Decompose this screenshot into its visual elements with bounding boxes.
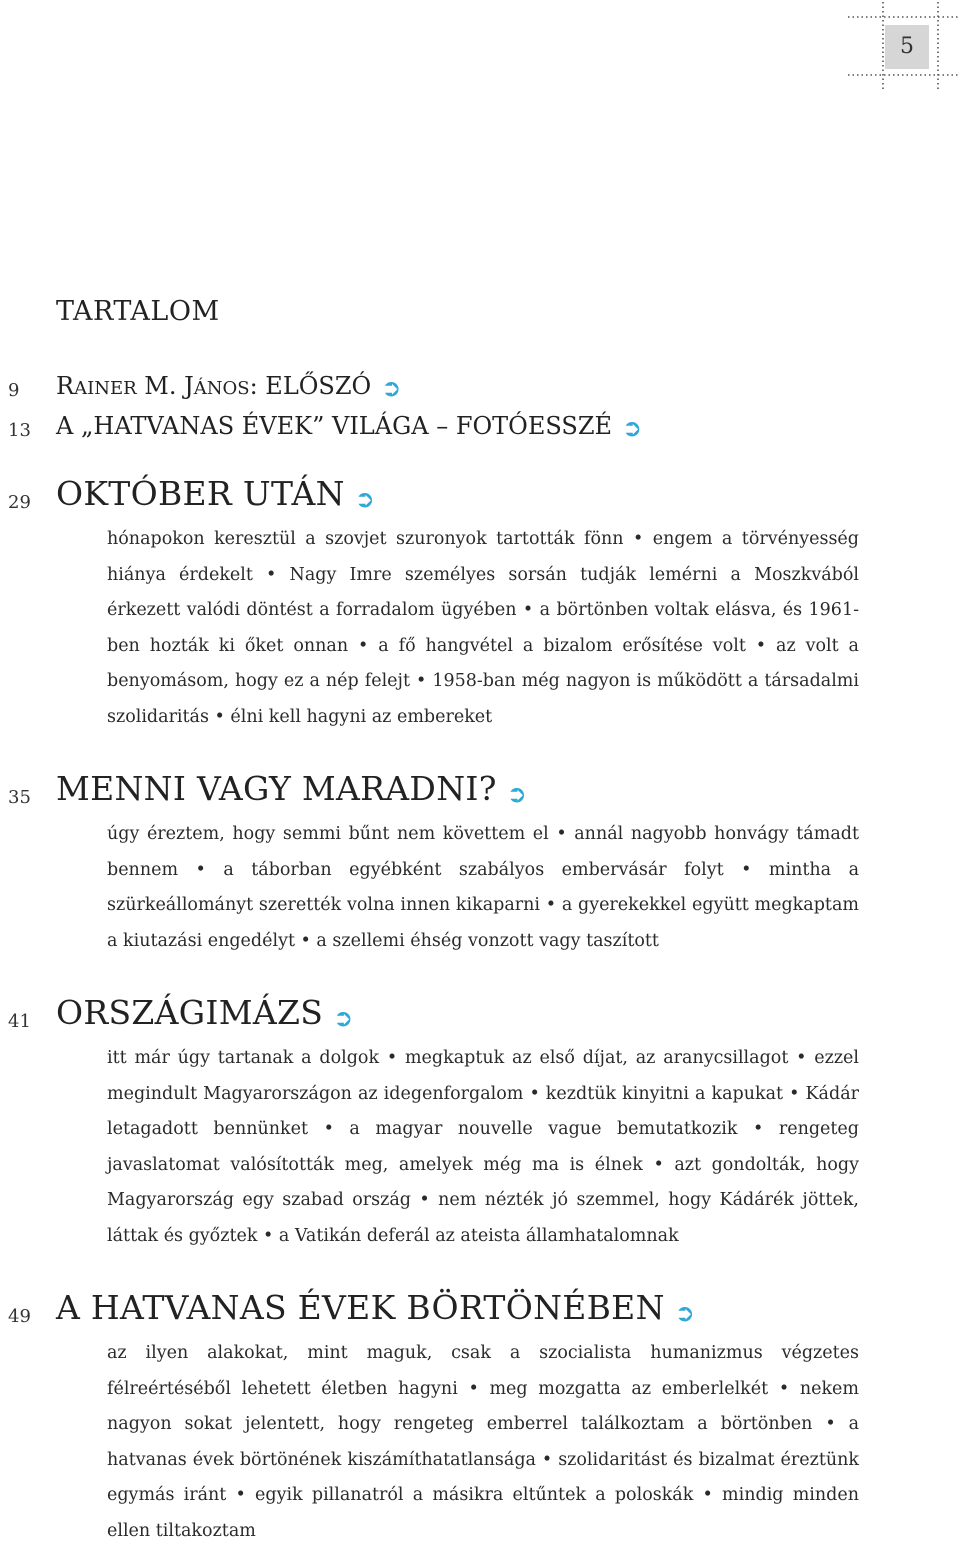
arrow-right-circle-icon[interactable]: ➲ — [674, 1299, 696, 1327]
toc-entry-hatvanas-evek-bortoneben[interactable] — [0, 1288, 960, 1561]
entry-page-number: 13 — [8, 420, 31, 441]
arrow-right-circle-icon[interactable]: ➲ — [333, 1004, 354, 1032]
toc-title: TARTALOM — [56, 296, 220, 327]
entry-summary: hónapokon keresztül a szovjet szuronyok tartották fönn • engem a törvényesség hiánya érdekelt • Nagy Imre személyes sorsán tudják lemérni a Moszkvából érkezett valódi döntést a forradalom ügyében • a börtönben voltak elásva, és 1961-ben hozták ki őket onnan • a fő hangvétel a bizalom erősítése volt • az volt a benyomásom, hogy ez a nép felejt • 1958-ban még nagyon is működött a társadalmi szolidaritás • élni kell hagyni az embereket — [107, 529, 859, 727]
entry-title-part: : ELŐSZÓ — [249, 372, 372, 400]
entry-title-part: R — [56, 372, 75, 400]
entry-title[interactable] — [56, 412, 642, 440]
entry-title-part: M. J — [136, 372, 194, 400]
entry-title-text: A „HATVANAS ÉVEK” VILÁGA – FOTÓESSZÉ — [56, 412, 613, 440]
entry-summary: úgy éreztem, hogy semmi bűnt nem követtem el • annál nagyobb honvágy támadt bennem • a táborban egyébként szabályos embervásár folyt • mintha a szürkeállományt szerették volna innen kikaparni • a gyerekekkel együtt megkaptam a kiutazási engedélyt • a szellemi éhség vonzott vagy taszított — [107, 824, 859, 951]
toc-entry-menni-vagy-maradni[interactable] — [0, 769, 960, 971]
entry-title[interactable] — [56, 769, 527, 808]
entry-title-text: ORSZÁGIMÁZS — [56, 993, 324, 1032]
arrow-right-circle-icon[interactable]: ➲ — [506, 780, 528, 808]
entry-page-number: 35 — [8, 787, 31, 808]
arrow-right-circle-icon[interactable]: ➲ — [381, 374, 402, 402]
arrow-right-circle-icon[interactable]: ➲ — [622, 414, 643, 442]
toc-entry-oktober-utan[interactable] — [0, 474, 960, 747]
entry-page-number: 41 — [8, 1011, 31, 1032]
page-number: 5 — [885, 25, 929, 69]
toc-entry-foreword[interactable] — [0, 372, 960, 412]
toc-entry-photo-essay[interactable] — [0, 412, 960, 452]
toc-entry-orszagimazs[interactable] — [0, 993, 960, 1266]
entry-title-part: AINER — [74, 378, 137, 399]
entry-title[interactable] — [56, 993, 354, 1032]
entry-title-text: A HATVANAS ÉVEK BÖRTÖNÉBEN — [56, 1288, 665, 1327]
entry-summary: az ilyen alakokat, mint maguk, csak a szocialista humanizmus végzetes félreértéséből lehetett életben hagyni • meg mozgatta az emberlelkét • nekem nagyon sokat jelentett, hogy rengeteg emberrel találkoztam a börtönben • a hatvanas évek börtönének kiszámíthatatlansága • szolidaritást és bizalmat éreztünk egymás iránt • egyik pillanatról a másikra eltűntek a poloskák • mindig minden ellen tiltakoztam — [107, 1343, 859, 1541]
entry-page-number: 9 — [8, 380, 20, 401]
entry-page-number: 29 — [8, 492, 31, 513]
entry-title[interactable] — [56, 372, 401, 400]
page-number-badge — [848, 2, 958, 90]
entry-title-part: ÁNOS — [193, 378, 250, 399]
entry-title[interactable] — [56, 1288, 695, 1327]
entry-page-number: 49 — [8, 1306, 31, 1327]
entry-title[interactable] — [56, 474, 375, 513]
entry-title-text: MENNI VAGY MARADNI? — [56, 769, 497, 808]
toc-list — [0, 372, 960, 1561]
arrow-right-circle-icon[interactable]: ➲ — [354, 485, 376, 513]
entry-title-text: OKTÓBER UTÁN — [56, 474, 345, 513]
entry-summary: itt már úgy tartanak a dolgok • megkaptuk az első díjat, az aranycsillagot • ezzel megindult Magyarországon az idegenforgalom • kezdtük kinyitni a kapukat • Kádár letagadott bennünket • a magyar nouvelle vague bemutatkozik • rengeteg javaslatomat valósították meg, amelyek még ma is élnek • azt gondolták, hogy Magyarország egy szabad ország • nem nézték jó szemmel, hogy Kádárék jöttek, láttak és győztek • a Vatikán deferál az ateista államhatalomnak — [107, 1048, 859, 1246]
